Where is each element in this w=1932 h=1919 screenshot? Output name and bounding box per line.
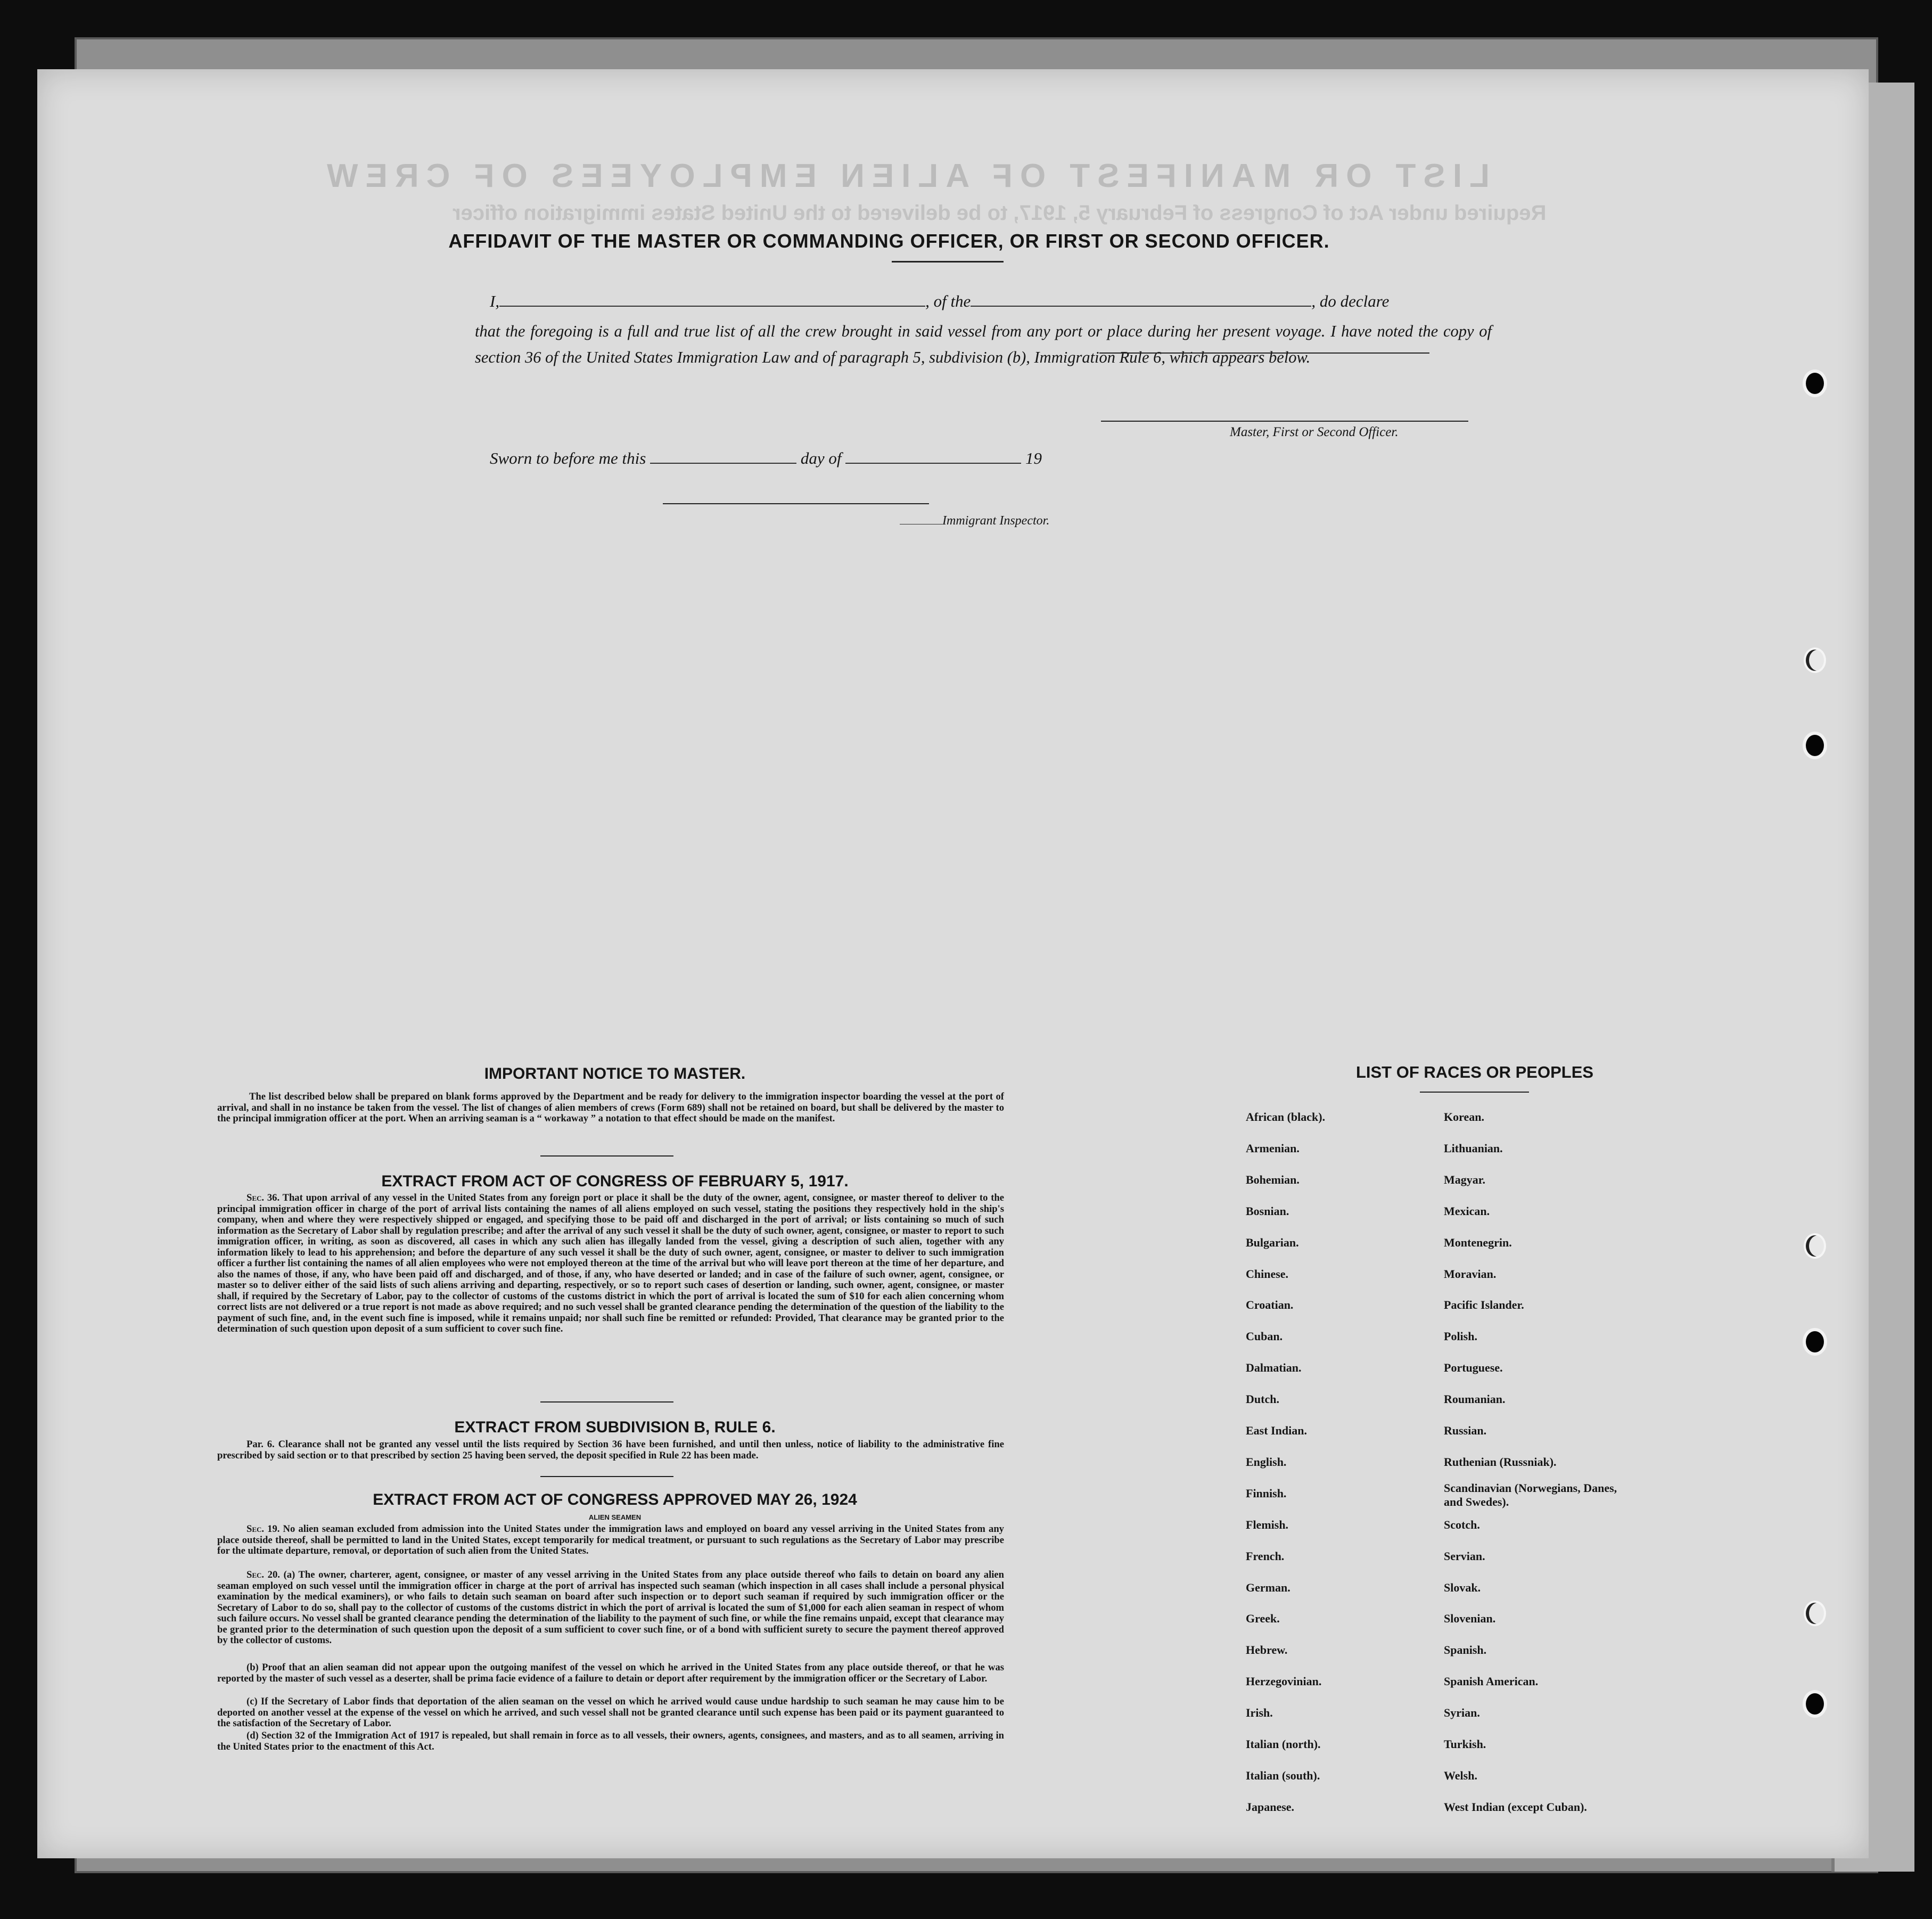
show-through-title: LIST OR MANIFEST OF ALIEN EMPLOYEES OF CREW (319, 158, 1490, 194)
race-item: African (black). (1246, 1110, 1326, 1123)
race-item: Syrian. (1444, 1706, 1480, 1720)
race-item: Roumanian. (1444, 1392, 1506, 1406)
race-item: Korean. (1444, 1110, 1484, 1123)
race-item: Pacific Islander. (1444, 1298, 1524, 1312)
race-item: Lithuanian. (1444, 1141, 1503, 1155)
extract-1924-sec20c: (c) If the Secretary of Labor finds that deportation of the alien seaman on the vessel on which he arrived would cause undue hardship to such seaman he may cause him to be deported on another vessel at the expense of the vessel on which he arrived, and such vessel shall not be granted clearance until such expense has been paid or its payment guaranteed to the satisfaction of the Secretary of Labor. (217, 1696, 1004, 1729)
race-item: Montenegrin. (1444, 1235, 1512, 1249)
affidavit-of-the: , of the (925, 292, 971, 310)
race-item: Greek. (1246, 1612, 1280, 1626)
sec20a-body: (a) The owner, charterer, agent, consignee, or master of any vessel arriving in the United States from any place outside thereof who fails to detain on board any alien seaman employed on such vessel until the immigration officer in charge at the port of arrival has inspected such seaman (which inspection in all cases shall include a personal physical examination by the medical examiners), or who fails to detain such seaman on board after such inspection or to deport such seaman if required by such immigration officer or the Secretary of Labor to do so, shall pay to the collector of customs of the customs district in which the port of arrival is located the sum of $1,000 for each alien seaman in respect of whom such failure occurs. No vessel shall be granted clearance pending the determination of the liability to the payment of such fine, or while the fine remains unpaid, except that clearance may be granted prior to the determination of such question upon the deposit of a sum sufficient to cover such fine, or of a bond with sufficient surety to secure the payment thereof approved by the collector of customs. (217, 1569, 1004, 1646)
race-item: Russian. (1444, 1424, 1487, 1437)
race-item: Cuban. (1246, 1330, 1283, 1343)
race-item: Herzegovinian. (1246, 1675, 1322, 1688)
extract-1917-text (217, 1193, 1004, 1335)
race-item: Scandinavian (Norwegians, Danes, and Swedes). (1444, 1481, 1617, 1508)
extract-rule6-text (217, 1439, 1004, 1461)
document-page (37, 69, 1869, 1858)
section-rule (540, 1155, 673, 1157)
notice-title: IMPORTANT NOTICE TO MASTER. (484, 1065, 746, 1082)
extract-1924-sec20b: (b) Proof that an alien seaman did not appear upon the outgoing manifest of the vessel on which he arrived in the United States from any place outside thereof, or that he was reported by the master of such vessel as a deserter, shall be prima facie evidence of a failure to detain or deport after requirement by the immigration officer or the Secretary of Labor. (217, 1662, 1004, 1684)
extract-1924-subtitle: ALIEN SEAMEN (588, 1513, 642, 1521)
race-item: Flemish. (1246, 1518, 1289, 1531)
extract-rule6-title: EXTRACT FROM SUBDIVISION B, RULE 6. (454, 1418, 776, 1436)
section-rule (540, 1401, 673, 1403)
race-item: English. (1246, 1455, 1287, 1469)
month-blank[interactable] (845, 463, 1021, 464)
master-caption: Master, First or Second Officer. (1230, 425, 1399, 439)
sworn-year: 19 (1025, 449, 1042, 468)
race-item: Hebrew. (1246, 1643, 1288, 1657)
race-item: Irish. (1246, 1706, 1273, 1720)
race-item: Slovenian. (1444, 1612, 1496, 1626)
race-item: Servian. (1444, 1549, 1485, 1563)
extract-1917-body: That upon arrival of any vessel in the United States from any foreign port or place it shall be the duty of the owner, agent, consignee, or master thereof to deliver to the principal immigration officer in charge of the port of arrival lists containing the names of all aliens employed on such vessel, stating the positions they respectively hold in the ship's company, when and where they were respectively shipped or engaged, and specifying those to be paid off and discharged in the port of arrival; or lists containing so much of such information as the Secretary of Labor shall by regulation prescribe; and after the arrival of any such vessel it shall be the duty of such owner, agent, consignee, or master to report to such immigration officer, in writing, as soon as discovered, all cases in which any such alien has illegally landed from the vessel, giving a description of such alien, together with any information likely to lead to his apprehension; and before the departure of any such vessel it shall be the duty of such owner, agent, consignee, or master to deliver to such immigration officer a further list containing the names of all alien employees who were not employed thereon at the time of the arrival but who will leave port thereon at the time of her departure, and also the names of those, if any, who have been paid off and discharged, and of those, if any, who have deserted or landed; and in case of the failure of such owner, agent, consignee, or master so to deliver either of the said lists of such aliens arriving and departing, respectively, or so to report such cases of desertion or landing, such owner, agent, consignee, or master shall, if required by the Secretary of Labor, pay to the collector of customs of the customs district in which the port of arrival is located the sum of $10 for each alien concerning whom correct lists are not delivered or a true report is not made as above required; and no such vessel shall be granted clearance pending the determination of the question of the liability to the payment of such fine, and, in the event such fine is imposed, while it remains unpaid; nor shall such fine be remitted or refunded: Provided, That clearance may be granted prior to the determination of such question upon deposit of a sum sufficient to cover such fine. (217, 1192, 1004, 1334)
extract-1917-title: EXTRACT FROM ACT OF CONGRESS OF FEBRUARY 5, 1917. (381, 1172, 849, 1190)
race-item: Spanish. (1444, 1643, 1487, 1657)
race-item: Armenian. (1246, 1141, 1300, 1155)
race-item: Bohemian. (1246, 1172, 1300, 1186)
race-item: East Indian. (1246, 1424, 1307, 1437)
race-item: Chinese. (1246, 1267, 1289, 1281)
binder-hole (1806, 1693, 1824, 1715)
binder-hole (1806, 1235, 1824, 1257)
extract-rule6-body: Clearance shall not be granted any vessel until the lists required by Section 36 have been furnished, and until then unless, notice of liability to the administrative fine prescribed by said section or to that prescribed by section 25 having been served, the deposit specified in Rule 22 has been made. (217, 1439, 1004, 1461)
show-through-note: Required under Act of Congress of February 5, 1917, to be delivered to the United States immigration officer (453, 201, 1547, 225)
extract-1924-sec20d: (d) Section 32 of the Immigration Act of 1917 is repealed, but shall remain in force as to all vessels, their owners, agents, consignees, and masters, and as to all seamen, arriving in the United States prior to the enactment of this Act. (217, 1730, 1004, 1752)
affidavit-i: I, (490, 292, 500, 310)
race-item: Magyar. (1444, 1172, 1486, 1186)
section-rule (540, 1476, 673, 1477)
race-item: Moravian. (1444, 1267, 1497, 1281)
name-blank[interactable] (499, 306, 925, 307)
race-item: Italian (south). (1246, 1768, 1320, 1782)
inspector-caption-text: Immigrant Inspector. (942, 514, 1050, 528)
title-rule (892, 261, 1004, 263)
binder-hole (1806, 650, 1824, 671)
vessel-blank[interactable] (971, 306, 1311, 307)
extract-1924-sec20a (217, 1570, 1004, 1646)
race-item: French. (1246, 1549, 1285, 1563)
sworn-day-of: day of (800, 449, 842, 468)
sworn-prefix: Sworn to before me this (490, 449, 646, 468)
race-item: Turkish. (1444, 1737, 1486, 1751)
binder-hole (1806, 373, 1824, 394)
race-item: Dalmatian. (1246, 1361, 1302, 1375)
sworn-line (490, 449, 1042, 468)
affidavit-title: AFFIDAVIT OF THE MASTER OR COMMANDING OFFICER, OR FIRST OR SECOND OFFICER. (448, 230, 1330, 252)
race-item: Dutch. (1246, 1392, 1279, 1406)
sec19-label: Sec. 19. (246, 1523, 280, 1535)
inspector-signature-line[interactable] (663, 503, 929, 504)
master-signature-line[interactable] (1101, 421, 1468, 422)
affidavit-line-one (490, 292, 1389, 311)
race-item: Portuguese. (1444, 1361, 1503, 1375)
race-item: Japanese. (1246, 1800, 1295, 1814)
extract-1924-sec19 (217, 1524, 1004, 1557)
race-item: Finnish. (1246, 1486, 1287, 1500)
inspector-caption (900, 514, 1049, 528)
binder-hole (1806, 1331, 1824, 1352)
binder-hole (1806, 735, 1824, 756)
extract-1924-title: EXTRACT FROM ACT OF CONGRESS APPROVED MAY 26, 1924 (373, 1491, 857, 1508)
race-item: Bulgarian. (1246, 1235, 1299, 1249)
race-item: West Indian (except Cuban). (1444, 1800, 1587, 1814)
extract-1917-sec: Sec. 36. (246, 1192, 280, 1203)
race-item: Mexican. (1444, 1204, 1490, 1218)
binder-hole (1806, 1603, 1824, 1624)
race-item: Croatian. (1246, 1298, 1294, 1312)
race-item: Welsh. (1444, 1768, 1477, 1782)
sec20-label: Sec. 20. (246, 1569, 280, 1580)
extract-rule6-par: Par. 6. (246, 1439, 275, 1450)
race-item: Italian (north). (1246, 1737, 1321, 1751)
race-item: Slovak. (1444, 1580, 1481, 1594)
sec19-body: No alien seaman excluded from admission into the United States under the immigration laws and employed on board any vessel arriving in the United States from any place outside thereof, shall be permitted to land in the United States, except temporarily for medical treatment, or pursuant to such regulations as the Secretary of Labor may prescribe for the ultimate departure, removal, or deportation of such alien from the United States. (217, 1523, 1004, 1556)
affidavit-paragraph: that the foregoing is a full and true list of all the crew brought in said vessel from any port or place during her present voyage. I have noted the copy of section 36 of the United States Immigration Law and of paragraph 5, subdivision (b), Immigration Rule 6, which appears below. (475, 322, 1492, 366)
affidavit-do-declare: , do declare (1311, 292, 1390, 310)
race-item: Spanish American. (1444, 1675, 1539, 1688)
race-item: Scotch. (1444, 1518, 1480, 1531)
day-blank[interactable] (650, 463, 796, 464)
race-item: Bosnian. (1246, 1204, 1289, 1218)
race-item: German. (1246, 1580, 1290, 1594)
notice-text: The list described below shall be prepared on blank forms approved by the Department and be ready for delivery to the immigration inspector boarding the vessel at the port of arrival, and shall in no instance be taken from the vessel. The list of changes of alien members of crews (Form 689) shall not be retained on board, but shall be delivered by the master to the principal immigration officer at the port. When an arriving seaman is a “ workaway ” a notation to that effect should be made on the manifest. (217, 1091, 1004, 1124)
races-rule (1420, 1092, 1529, 1093)
margin-rule (1099, 352, 1429, 354)
race-item: Ruthenian (Russniak). (1444, 1455, 1557, 1469)
race-item: Polish. (1444, 1330, 1477, 1343)
races-title: LIST OF RACES OR PEOPLES (1355, 1063, 1594, 1081)
